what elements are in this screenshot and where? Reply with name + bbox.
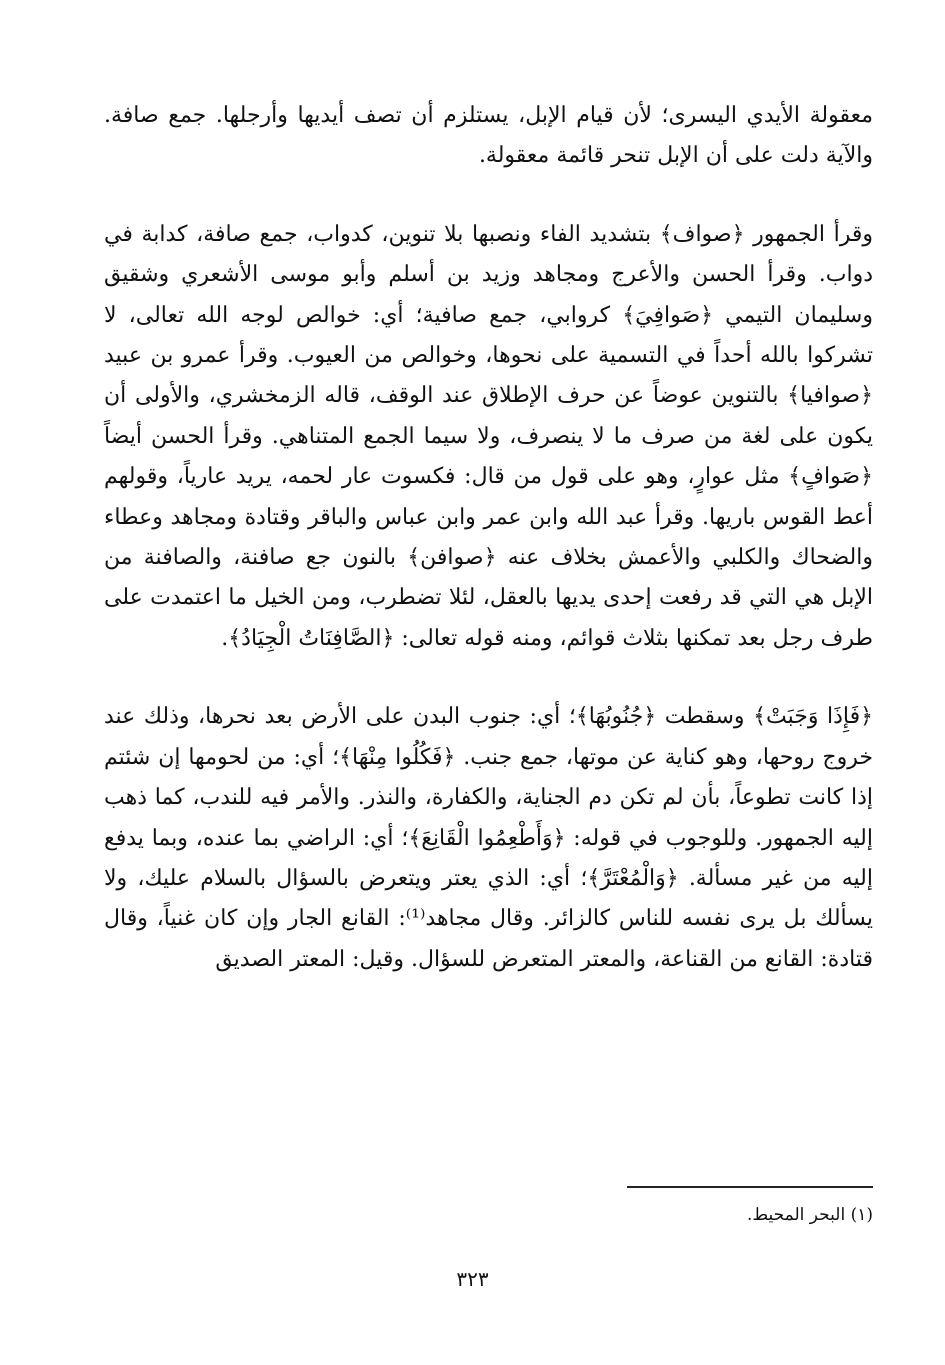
paragraph-1: معقولة الأيدي اليسرى؛ لأن قيام الإبل، يستلزم أن تصف أيديها وأرجلها. جمع صافة. والآية دلت على أن الإبل تنحر قائمة معقولة. xyxy=(104,103,873,169)
paragraph-2: وقرأ الجمهور ﴿صواف﴾ بتشديد الفاء ونصبها بلا تنوين، كدواب، جمع صافة، كدابة في دواب. وقرأ الحسن والأعرج ومجاهد وزيد بن أسلم وأبو موسى الأشعري وشقيق وسليمان التيمي ﴿صَوافِيَ﴾ كروابي، جمع صافية؛ أي: خوالص لوجه الله تعالى، لا تشركوا بالله أحداً في التسمية على نحوها، وخوالص من العيوب. وقرأ عمرو بن عبيد ﴿صوافيا﴾ بالتنوين عوضاً عن حرف الإطلاق عند الوقف، قاله الزمخشري، والأولى أن يكون على لغة من صرف ما لا ينصرف، ولا سيما الجمع المتناهي. وقرأ الحسن أيضاً ﴿صَوافٍ﴾ مثل عوارٍ، وهو على قول من قال: فكسوت عار لحمه، يريد عارياً، وقولهم أعط القوس باريها. وقرأ عبد الله وابن عمر وابن عباس والباقر وقتادة ومجاهد وعطاء والضحاك والكلبي والأعمش بخلاف عنه ﴿صوافن﴾ بالنون جع صافنة، والصافنة من الإبل هي التي قد رفعت إحدى يديها بالعقل، لئلا تضطرب، ومن الخيل ما اعتمدت على طرف رجل بعد تمكنها بثلاث قوائم، ومنه قوله تعالى: ﴿الصَّافِنَاتُ الْجِيَادُ﴾. xyxy=(104,221,873,651)
page-number: ٣٢٣ xyxy=(456,1267,489,1291)
footnote-separator xyxy=(627,1186,873,1188)
footnote: (١) البحر المحيط. xyxy=(747,1205,873,1225)
paragraph-3: ﴿فَإِذَا وَجَبَتْ﴾ وسقطت ﴿جُنُوبُهَا﴾؛ أي: جنوب البدن على الأرض بعد نحرها، وذلك عند خروج روحها، وهو كناية عن موتها، جمع جنب. ﴿فَكُلُوا مِنْهَا﴾؛ أي: من لحومها إن شئتم إذا كانت تطوعاً، بأن لم تكن دم الجناية، والكفارة، والنذر. والأمر فيه للندب، كما ذهب إليه الجمهور. وللوجوب في قوله: ﴿وَأَطْعِمُوا الْقَانِعَ﴾؛ أي: الراضي بما عنده، وبما يدفع إليه من غير مسألة. ﴿وَالْمُعْتَرَّ﴾؛ أي: الذي يعتر ويتعرض بالسؤال بالسلام عليك، ولا يسألك بل يرى نفسه للناس كالزائر. وقال مجاهد⁽¹⁾: القانع الجار وإن كان غنياً، وقال قتادة: القانع من القناعة، والمعتر المتعرض للسؤال. وقيل: المعتر الصديق xyxy=(104,704,873,972)
